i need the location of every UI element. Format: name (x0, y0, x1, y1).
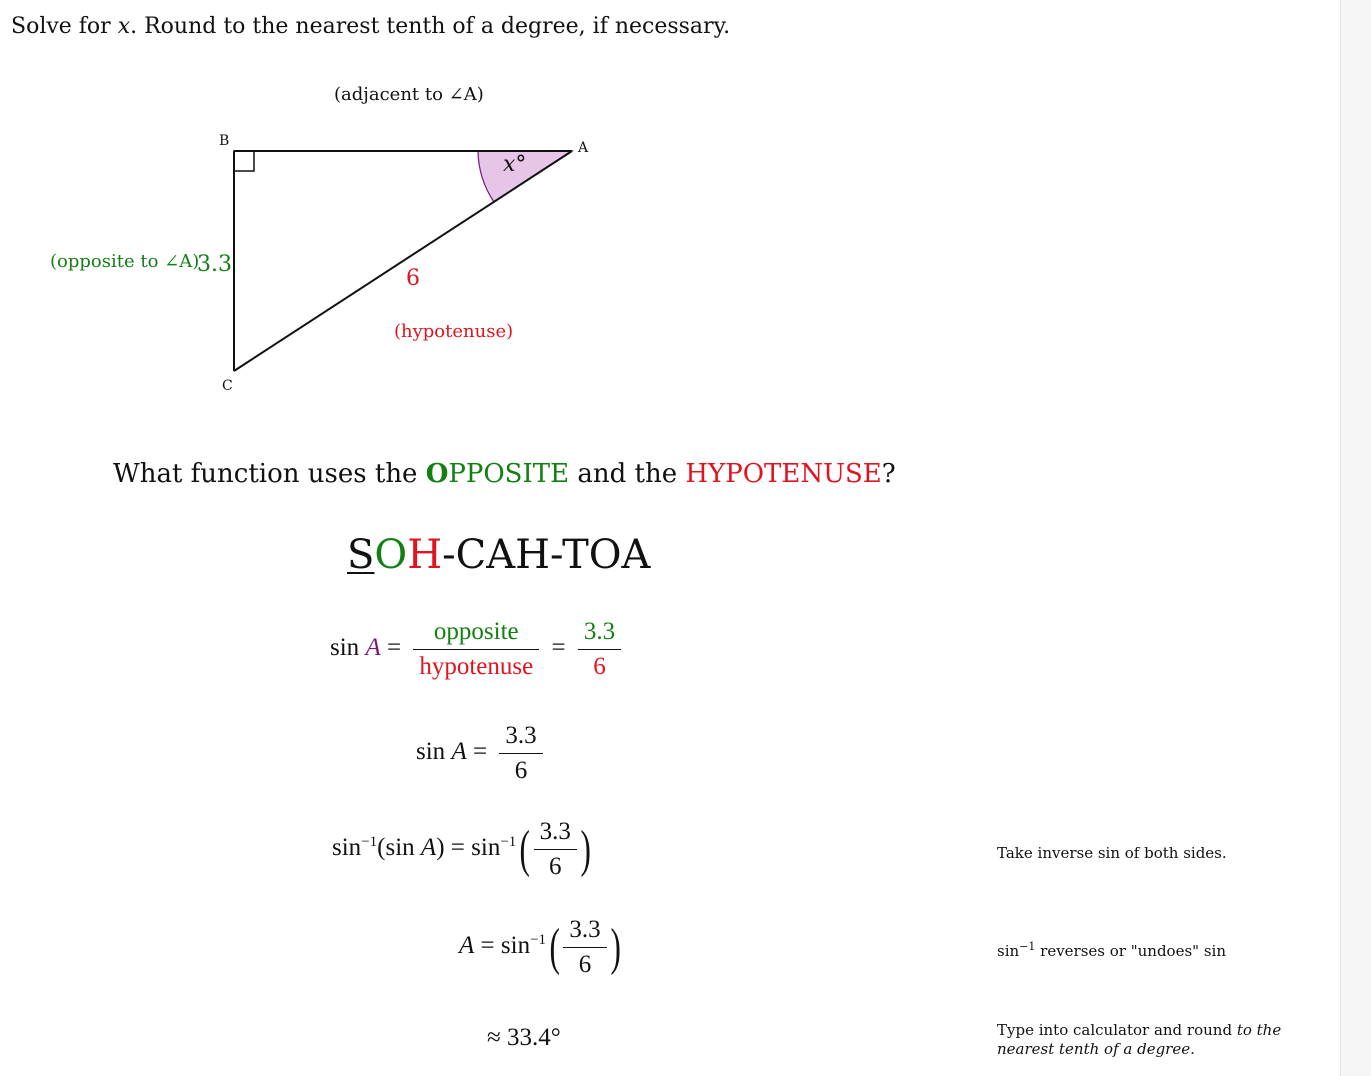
value-denominator: 6 (593, 653, 606, 680)
question-hypotenuse: HYPOTENUSE (685, 459, 882, 489)
value-numerator: 3.3 (563, 916, 606, 948)
sin-function: sin (332, 834, 362, 862)
note-calculator-italic: to the (1236, 1021, 1282, 1039)
question-pre: What function uses the (113, 459, 426, 489)
inverse-exponent: −1 (500, 833, 517, 850)
ratio-fraction (413, 618, 539, 681)
hypotenuse-label: (hypotenuse) (394, 321, 514, 342)
equation-step-5 (487, 1024, 561, 1052)
mnemonic-o: O (374, 532, 408, 578)
value-numerator: 3.3 (499, 722, 542, 754)
inverse-exponent: −1 (530, 931, 547, 948)
equation-step-2 (416, 722, 549, 785)
opposite-value: 3.3 (197, 252, 232, 277)
note-calculator-text: Type into calculator and round (997, 1021, 1237, 1039)
triangle-diagram (0, 0, 700, 420)
sin-function: sin (416, 738, 446, 766)
scrollbar[interactable] (1340, 0, 1371, 1076)
ratio-denominator: hypotenuse (419, 653, 534, 680)
note-sin: sin (997, 942, 1020, 960)
value-denominator: 6 (578, 951, 592, 978)
prompt-variable: x (117, 14, 131, 39)
equals-sign: = (472, 738, 488, 766)
sin-function: sin (500, 932, 531, 960)
adjacent-label: (adjacent to ∠A) (334, 84, 484, 105)
equation-step-3: $\sin^{-1}(\sin$ $A) = \sin^{-1}$( $\frac{3.3}{6}$ ) (332, 818, 591, 880)
value-fraction (534, 818, 577, 881)
sin-function: sin (330, 634, 360, 662)
equals-sign: = (480, 932, 495, 960)
equals-sign: = (551, 634, 566, 662)
value-denominator: 6 (549, 853, 562, 880)
vertex-a-label: A (578, 140, 589, 156)
soh-cah-toa-mnemonic (347, 532, 650, 578)
angle-variable: A (420, 834, 437, 862)
inverse-exponent: −1 (361, 833, 378, 850)
approx-sign: ≈ (487, 1024, 501, 1051)
note-calculator (997, 1021, 1281, 1059)
note-inverse-undoes (997, 940, 1226, 960)
question-mid: and the (569, 459, 686, 489)
angle-variable: A (365, 634, 381, 662)
mnemonic-rest: -CAH-TOA (442, 532, 651, 578)
equals-sign: = (450, 834, 465, 862)
value-numerator: 3.3 (534, 818, 577, 850)
prompt-text: Solve for (11, 14, 118, 39)
question-opposite-initial: O (425, 459, 449, 489)
note-undoes-text: reverses or "undoes" sin (1035, 942, 1226, 960)
question-text (113, 459, 896, 489)
value-numerator: 3.3 (578, 618, 621, 650)
value-fraction (578, 618, 621, 681)
note-inverse-exponent: −1 (1019, 940, 1036, 953)
mnemonic-h: H (407, 532, 443, 578)
final-answer: 33.4° (506, 1024, 561, 1051)
question-opposite-rest: PPOSITE (448, 459, 570, 489)
sin-function: sin (471, 834, 501, 862)
note-calculator-italic-2: nearest tenth of a degree. (997, 1040, 1195, 1058)
angle-x-label: x° (503, 152, 527, 177)
mnemonic-s: S (347, 532, 375, 578)
vertex-c-label: C (222, 378, 233, 394)
value-denominator: 6 (514, 757, 528, 784)
vertex-b-label: B (219, 133, 230, 149)
sin-function: sin (385, 834, 415, 862)
equals-sign: = (386, 634, 402, 662)
ratio-numerator: opposite (413, 618, 539, 650)
value-fraction (563, 916, 606, 979)
value-fraction (499, 722, 542, 785)
hypotenuse-value: 6 (406, 266, 420, 291)
angle-variable: A (459, 932, 475, 960)
equation-step-1 (330, 618, 627, 681)
angle-variable: A (451, 738, 467, 766)
note-inverse-both-sides: Take inverse sin of both sides. (997, 844, 1227, 862)
question-end: ? (881, 459, 896, 489)
opposite-label: (opposite to ∠A) (50, 251, 200, 272)
right-angle-marker (234, 151, 254, 171)
equation-step-4: $A = \sin^{-1}$( $\frac{3.3}{6}$ ) (459, 916, 621, 978)
prompt-text-end: . Round to the nearest tenth of a degree, if necessary. (130, 14, 731, 39)
